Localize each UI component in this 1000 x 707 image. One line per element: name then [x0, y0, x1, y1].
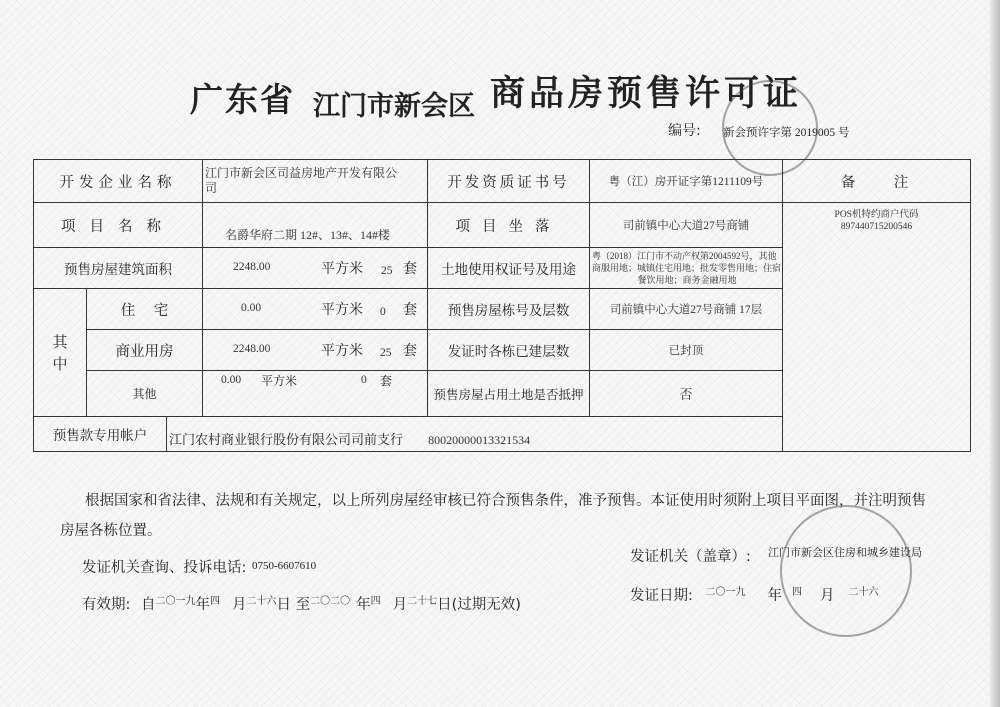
- validity-year-char-1: 年: [195, 597, 210, 613]
- remarks-line2: 897440715200546: [840, 222, 913, 232]
- mortgage-label: 预售房屋占用土地是否抵押: [433, 386, 584, 402]
- issuer-value: 江门市新会区住房和城乡建设局: [768, 546, 922, 559]
- built-floors-label-cell: [428, 330, 590, 371]
- residential-count: 0: [380, 306, 386, 318]
- residential-area-number: 0.00: [241, 302, 262, 314]
- issuer-label: 发证机关（盖章）:: [630, 549, 751, 565]
- developer-value-cell: [203, 160, 428, 203]
- presale-area-value-cell: [203, 248, 428, 289]
- commercial-count-unit: 套: [403, 343, 417, 359]
- location-label-cell: [428, 203, 590, 248]
- location-value: 司前镇中心大道27号商铺: [622, 220, 750, 232]
- other-count: 0: [361, 374, 367, 386]
- account-label-cell: [34, 417, 167, 452]
- issue-date-year: 二〇一九: [705, 587, 746, 598]
- seal-stamp-top: [722, 80, 818, 176]
- land-label-cell: [428, 248, 590, 289]
- buildings-label: 预售房屋栋号及层数: [447, 303, 570, 319]
- residential-area-unit: 平方米: [321, 302, 363, 318]
- other-label: 其他: [132, 387, 157, 401]
- remarks-header-cell: [783, 160, 971, 203]
- qualification-label-cell: [428, 160, 590, 203]
- commercial-value-cell: [203, 330, 428, 371]
- location-value-cell: [590, 203, 783, 248]
- commercial-label: 商业用房: [115, 343, 174, 360]
- project-value: 名爵华府二期 12#、13#、14#楼: [225, 228, 391, 242]
- validity-day-char-2: 日: [437, 597, 452, 613]
- remarks-line1: POS机特约商户代码: [834, 210, 919, 220]
- issue-date-day: 二十六: [848, 587, 879, 598]
- developer-value-line1: 江门市新会区司益房地产开发有限公: [205, 166, 398, 180]
- validity-to-year: 二〇二〇: [310, 596, 351, 607]
- validity-to-day: 二十七: [407, 596, 438, 607]
- among-label: 其中: [52, 332, 68, 373]
- presale-area-label: 预售房屋建筑面积: [64, 262, 172, 278]
- commercial-label-cell: [87, 330, 203, 371]
- validity-month-char-2: 月: [392, 597, 408, 613]
- title-province: 广东省: [190, 80, 295, 119]
- residential-count-unit: 套: [403, 302, 417, 318]
- cert-number-value: 新会预许字第 2019005 号: [723, 127, 850, 139]
- account-number: 80020000013321534: [428, 433, 531, 447]
- title-main: 商品房预售许可证: [490, 73, 803, 114]
- remarks-label: 备 注: [840, 174, 913, 191]
- buildings-label-cell: [428, 289, 590, 330]
- issue-date-year-char: 年: [767, 588, 782, 604]
- account-bank: 江门农村商业银行股份有限公司司前支行: [169, 433, 404, 448]
- validity-note: (过期无效): [451, 597, 521, 613]
- built-floors-value-cell: [590, 330, 783, 371]
- issue-date-month: 四: [792, 587, 802, 598]
- mortgage-value-cell: [590, 371, 783, 417]
- project-value-cell: [203, 203, 428, 248]
- location-label: 项目坐落: [455, 218, 562, 235]
- mortgage-label-cell: [428, 371, 590, 417]
- validity-to-word: 至: [295, 597, 311, 613]
- built-floors-value: 已封顶: [668, 345, 704, 357]
- other-area-unit: 平方米: [261, 374, 298, 388]
- among-label-cell: [34, 289, 87, 417]
- scan-edge: [990, 0, 1000, 707]
- validity-line: [82, 592, 521, 614]
- developer-label-cell: [34, 160, 203, 203]
- presale-area-count: 25: [381, 265, 393, 277]
- project-label-cell: [34, 203, 203, 248]
- land-value-line1: 粤（2018）江门市不动产权第2004592号，其他: [592, 251, 777, 261]
- residential-label: 住 宅: [120, 302, 169, 319]
- commercial-area-unit: 平方米: [321, 343, 363, 359]
- hotline-label: 发证机关查询、投诉电话:: [82, 560, 247, 576]
- presale-area-unit: 平方米: [321, 261, 363, 277]
- presale-area-label-cell: [34, 248, 203, 289]
- residential-value-cell: [203, 289, 428, 330]
- buildings-value: 司前镇中心大道27号商铺 17层: [609, 304, 763, 316]
- certificate-table: [33, 159, 971, 452]
- account-value-cell: [167, 417, 783, 452]
- land-value-line2: 商服用地；城镇住宅用地；批发零售用地；住宿: [592, 263, 782, 273]
- presale-area-count-unit: 套: [403, 261, 417, 277]
- developer-value-line2: 司: [205, 181, 218, 195]
- commercial-area-number: 2248.00: [233, 343, 271, 355]
- validity-label: 有效期:: [82, 597, 131, 613]
- land-value-line3: 餐饮用地；商务金融用地: [637, 275, 737, 285]
- commercial-count: 25: [380, 347, 392, 359]
- seal-stamp-bottom: [780, 505, 912, 637]
- issue-date-month-char: 月: [820, 588, 835, 604]
- presale-area-number: 2248.00: [233, 261, 271, 273]
- hotline-value: 0750-6607610: [252, 560, 317, 572]
- qualification-label: 开发资质证书号: [447, 174, 570, 191]
- land-label: 土地使用权证号及用途: [441, 262, 576, 278]
- built-floors-label: 发证时各栋已建层数: [447, 344, 570, 360]
- mortgage-value: 否: [679, 387, 693, 402]
- land-value-cell: [590, 248, 783, 289]
- residential-label-cell: [87, 289, 203, 330]
- validity-to-month: 四: [370, 596, 381, 607]
- other-value-cell: [203, 371, 428, 417]
- other-count-unit: 套: [380, 374, 393, 388]
- validity-year-char-2: 年: [356, 597, 371, 613]
- buildings-value-cell: [590, 289, 783, 330]
- statement-paragraph: 根据国家和省法律、法规和有关规定，以上所列房屋经审核已符合预售条件，准予预售。本证使用时须附上项目平面图，并注明预售房屋各栋位置。: [60, 493, 926, 539]
- title-city: 江门市新会区: [313, 91, 475, 122]
- remarks-body-cell: [783, 203, 971, 452]
- validity-month-char-1: 月: [232, 597, 247, 613]
- validity-from-month: 四: [210, 596, 220, 607]
- qualification-value: 粤（江）房开证字第1211109号: [608, 176, 764, 188]
- cert-number-label: 编号:: [668, 123, 701, 139]
- developer-label: 开发企业名称: [59, 174, 177, 191]
- account-label: 预售款专用帐户: [52, 428, 148, 444]
- validity-from-word: 自: [141, 597, 156, 613]
- other-area-number: 0.00: [221, 374, 242, 386]
- project-label: 项目名称: [61, 218, 175, 235]
- validity-day-char-1: 日: [276, 597, 291, 613]
- issue-date-label: 发证日期:: [630, 588, 693, 604]
- other-label-cell: [87, 371, 203, 417]
- validity-from-day: 二十六: [246, 596, 277, 607]
- validity-from-year: 二〇一九: [155, 596, 196, 607]
